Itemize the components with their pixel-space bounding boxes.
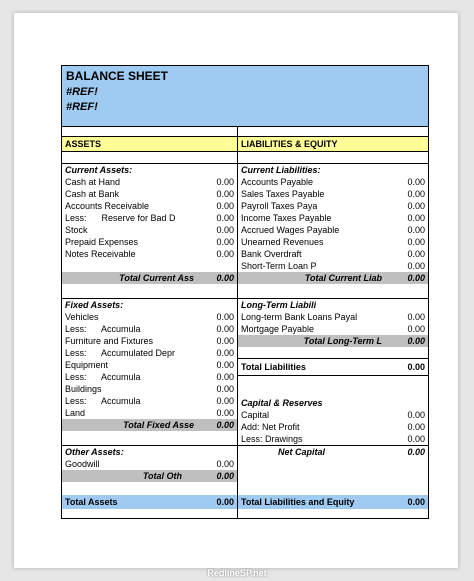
- row-value: 0.00: [216, 459, 234, 469]
- row-label: Total Assets: [65, 497, 118, 507]
- total-current-assets-row: [62, 272, 237, 284]
- row-value: 0.00: [216, 384, 234, 394]
- liability-row: [238, 176, 428, 188]
- row-label: Goodwill: [65, 459, 100, 469]
- row-value: 0.00: [407, 434, 425, 444]
- row-label: Payroll Taxes Paya: [241, 201, 318, 211]
- row-label: Prepaid Expenses: [65, 237, 139, 247]
- row-value: 0.00: [216, 225, 234, 235]
- row-value: 0.00: [216, 324, 234, 334]
- row-value: 0.00: [216, 312, 234, 322]
- row-label: Total Current Ass: [119, 273, 194, 283]
- net-capital-row: [238, 446, 428, 458]
- row-label: Cash at Bank: [65, 189, 120, 199]
- capital-heading: Capital & Reserves: [241, 398, 323, 408]
- asset-row: [62, 335, 237, 347]
- row-value: 0.00: [216, 189, 234, 199]
- asset-row: [62, 311, 237, 323]
- row-value: 0.00: [407, 201, 425, 211]
- section-rule: [238, 375, 428, 376]
- total-liabilities-equity-row: [238, 495, 428, 509]
- row-label: Net Capital: [278, 447, 326, 457]
- liability-row: [238, 323, 428, 335]
- watermark: RedlineSP.net: [207, 568, 267, 578]
- row-label: Bank Overdraft: [241, 249, 302, 259]
- row-value: 0.00: [407, 177, 425, 187]
- row-label: Add: Net Profit: [241, 422, 300, 432]
- row-value: 0.00: [407, 189, 425, 199]
- row-value: 0.00: [216, 336, 234, 346]
- total-liabilities-row: [238, 361, 428, 373]
- asset-row: [62, 248, 237, 260]
- row-label: Equipment: [65, 360, 109, 370]
- total-assets-row: [62, 495, 237, 509]
- row-label: Capital: [241, 410, 270, 420]
- row-label: Buildings: [65, 384, 102, 394]
- row-label: Long-term Bank Loans Payal: [241, 312, 358, 322]
- fixed-assets-heading: Fixed Assets:: [65, 300, 124, 310]
- row-value: 0.00: [216, 249, 234, 259]
- ref-line-2: #REF!: [66, 101, 98, 113]
- row-value: 0.00: [216, 348, 234, 358]
- row-label: Less: Accumulated Depr: [65, 348, 176, 358]
- row-value: 0.00: [407, 422, 425, 432]
- row-label: Accounts Receivable: [65, 201, 150, 211]
- row-value: 0.00: [216, 201, 234, 211]
- row-value: 0.00: [216, 360, 234, 370]
- asset-row: [62, 458, 237, 470]
- asset-row: [62, 395, 237, 407]
- row-label: Unearned Revenues: [241, 237, 324, 247]
- row-label: Less: Accumula: [65, 372, 141, 382]
- row-label: Vehicles: [65, 312, 99, 322]
- row-value: 0.00: [216, 177, 234, 187]
- asset-row: [62, 236, 237, 248]
- asset-row: [62, 383, 237, 395]
- total-long-term-liabilities-row: [238, 335, 428, 347]
- asset-row: [62, 323, 237, 335]
- row-value: 0.00: [407, 213, 425, 223]
- row-label: Less: Reserve for Bad D: [65, 213, 176, 223]
- row-label: Cash at Hand: [65, 177, 121, 187]
- row-label: Less: Drawings: [241, 434, 303, 444]
- asset-row: [62, 212, 237, 224]
- row-label: Total Liabilities and Equity: [241, 497, 355, 507]
- capital-row: [238, 433, 428, 445]
- row-value: 0.00: [216, 396, 234, 406]
- row-value: 0.00: [216, 497, 234, 507]
- row-label: Short-Term Loan P: [241, 261, 317, 271]
- section-rule: [62, 163, 237, 164]
- liability-row: [238, 260, 428, 272]
- row-label: Mortgage Payable: [241, 324, 315, 334]
- row-label: Less: Accumula: [65, 396, 141, 406]
- row-value: 0.00: [407, 225, 425, 235]
- row-label: Less: Accumula: [65, 324, 141, 334]
- asset-row: [62, 188, 237, 200]
- asset-row: [62, 371, 237, 383]
- liability-row: [238, 200, 428, 212]
- current-liabilities-heading: Current Liabilities:: [241, 165, 321, 175]
- asset-row: [62, 407, 237, 419]
- total-current-liabilities-row: [238, 272, 428, 284]
- row-label: Total Fixed Asse: [123, 420, 194, 430]
- liability-row: [238, 236, 428, 248]
- row-label: Notes Receivable: [65, 249, 136, 259]
- row-value: 0.00: [407, 410, 425, 420]
- sheet-header: [62, 66, 428, 127]
- row-value: 0.00: [407, 362, 425, 372]
- liability-row: [238, 212, 428, 224]
- row-value: 0.00: [407, 261, 425, 271]
- sheet-title: BALANCE SHEET: [66, 69, 169, 83]
- asset-row: [62, 347, 237, 359]
- page-sheet: [14, 13, 458, 568]
- row-value: 0.00: [407, 324, 425, 334]
- row-label: Total Long-Term L: [303, 336, 382, 346]
- row-value: 0.00: [216, 237, 234, 247]
- row-value: 0.00: [216, 273, 234, 283]
- row-value: 0.00: [216, 471, 234, 481]
- balance-sheet: [61, 65, 429, 519]
- row-value: 0.00: [216, 408, 234, 418]
- current-assets-heading: Current Assets:: [65, 165, 133, 175]
- row-value: 0.00: [407, 237, 425, 247]
- row-label: Stock: [65, 225, 88, 235]
- capital-row: [238, 409, 428, 421]
- total-other-assets-row: [62, 470, 237, 482]
- assets-header: ASSETS: [62, 136, 237, 152]
- liability-row: [238, 224, 428, 236]
- liability-row: [238, 248, 428, 260]
- row-label: Total Oth: [142, 471, 182, 481]
- liability-row: [238, 311, 428, 323]
- row-value: 0.00: [216, 420, 234, 430]
- ref-line-1: #REF!: [66, 86, 98, 98]
- asset-row: [62, 200, 237, 212]
- row-value: 0.00: [407, 497, 425, 507]
- row-value: 0.00: [407, 249, 425, 259]
- row-label: Furniture and Fixtures: [65, 336, 154, 346]
- total-fixed-assets-row: [62, 419, 237, 431]
- asset-row: [62, 224, 237, 236]
- row-label: Sales Taxes Payable: [241, 189, 325, 199]
- section-rule: [238, 358, 428, 359]
- row-value: 0.00: [216, 213, 234, 223]
- liabilities-header: LIABILITIES & EQUITY: [238, 136, 428, 152]
- row-label: Total Liabilities: [241, 362, 306, 372]
- asset-row: [62, 359, 237, 371]
- row-value: 0.00: [407, 312, 425, 322]
- asset-row: [62, 176, 237, 188]
- capital-row: [238, 421, 428, 433]
- row-label: Income Taxes Payable: [241, 213, 332, 223]
- row-label: Accounts Payable: [241, 177, 314, 187]
- liability-row: [238, 188, 428, 200]
- other-assets-heading: Other Assets:: [65, 447, 124, 457]
- row-value: 0.00: [216, 372, 234, 382]
- row-value: 0.00: [407, 336, 425, 346]
- row-label: Land: [65, 408, 86, 418]
- row-value: 0.00: [407, 447, 425, 457]
- row-label: Accrued Wages Payable: [241, 225, 340, 235]
- row-value: 0.00: [407, 273, 425, 283]
- long-term-liabilities-heading: Long-Term Liabili: [241, 300, 317, 310]
- row-label: Total Current Liab: [304, 273, 382, 283]
